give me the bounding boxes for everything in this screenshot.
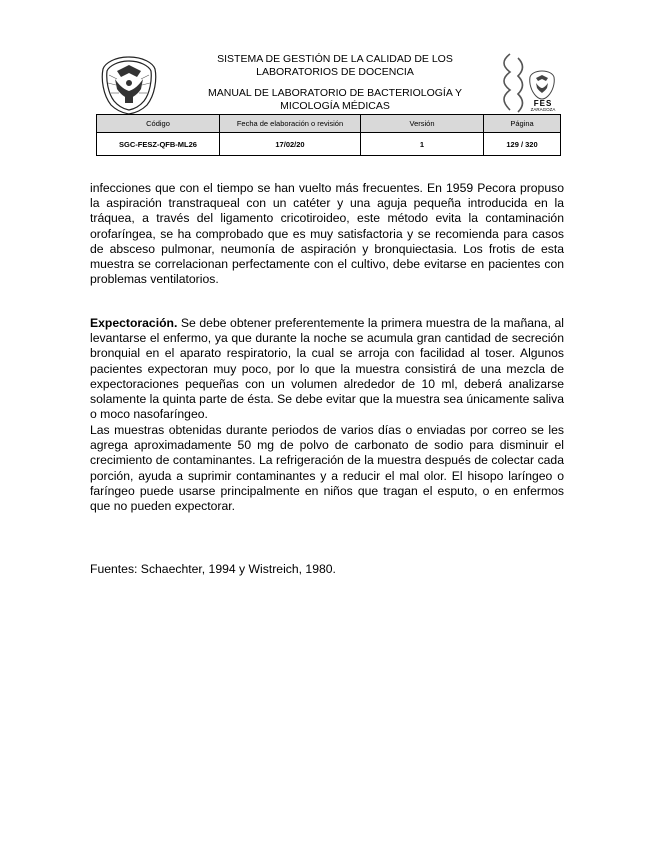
unam-shield-logo — [97, 55, 161, 115]
fes-wing-logo — [496, 52, 526, 114]
section-heading: Expectoración. — [90, 316, 178, 330]
version-value: 1 — [361, 133, 484, 156]
sources-line — [90, 562, 564, 577]
zaragoza-logo-text: ZARAGOZA — [530, 107, 556, 112]
paragraph-text: Las muestras obtenidas durante periodos de varios días o enviadas por correo se les agrega aproximadamente 50 mg de polvo de carbonato de sodio para disminuir el crecimiento de contaminantes. La refrigeración de la muestra después de colectar cada porción, ayuda a suprimir contaminantes y a reducir el mal olor. El hisopo laríngeo o faríngeo puede usarse principalmente en niños que tragan el esputo, o en enfermos que no pueden expectorar. — [90, 423, 564, 514]
page-header: Página — [484, 115, 561, 133]
fes-zaragoza-logo — [527, 100, 559, 113]
paragraph-transtracheal — [90, 181, 564, 287]
date-header: Fecha de elaboración o revisión — [220, 115, 361, 133]
manual-title: MANUAL DE LABORATORIO DE BACTERIOLOGÍA Y MICOLOGÍA MÉDICAS — [207, 87, 462, 112]
paragraph-sample-handling — [90, 423, 564, 514]
fes-logo-text: FES — [533, 99, 553, 108]
version-header: Versión — [361, 115, 484, 133]
page-number-value: 129 / 320 — [484, 133, 561, 156]
paragraph-body: Se debe obtener preferentemente la primera muestra de la mañana, al levantarse el enfermo, ya que durante la noche se acumula gran cantidad de secreción bronquial en el aparato respiratorio, la cual se arroja con facilidad al toser. Algunos pacientes expectoran muy poco, por lo que la muestra consistirá de una mezcla de expectoraciones pequeñas con un volumen alrededor de 10 ml, deberá analizarse solamente la quinta parte de ésta. Se debe evitar que la muestra sea únicamente saliva o moco nasofaríngeo. — [90, 316, 564, 422]
paragraph-text: infecciones que con el tiempo se han vuelto más frecuentes. En 1959 Pecora propuso la aspiración transtraqueal con un catéter y una aguja pequeña introducida en la tráquea, a través del ligamento cricotiroideo, este método evita la contaminación orofaríngea, se ha comprobado que es muy satisfactoria y se recomienda para casos de absceso pulmonar, neumonía de aspiración y bronquiectasia. Los frotis de esta muestra se correlacionan perfectamente con el cultivo, debe evitarse en pacientes con problemas ventilatorios. — [90, 181, 564, 287]
meta-header-row — [97, 115, 561, 133]
paragraph-text — [90, 316, 564, 422]
date-value: 17/02/20 — [220, 133, 361, 156]
meta-value-row — [97, 133, 561, 156]
paragraph-expectoration — [90, 316, 564, 422]
code-value: SGC-FESZ-QFB-ML26 — [97, 133, 220, 156]
sources-text: Fuentes: Schaechter, 1994 y Wistreich, 1980. — [90, 562, 336, 576]
code-header: Código — [97, 115, 220, 133]
document-meta-table — [96, 114, 561, 156]
unam-seal-small-logo — [528, 70, 556, 100]
system-title: SISTEMA DE GESTIÓN DE LA CALIDAD DE LOS LABORATORIOS DE DOCENCIA — [217, 53, 453, 78]
